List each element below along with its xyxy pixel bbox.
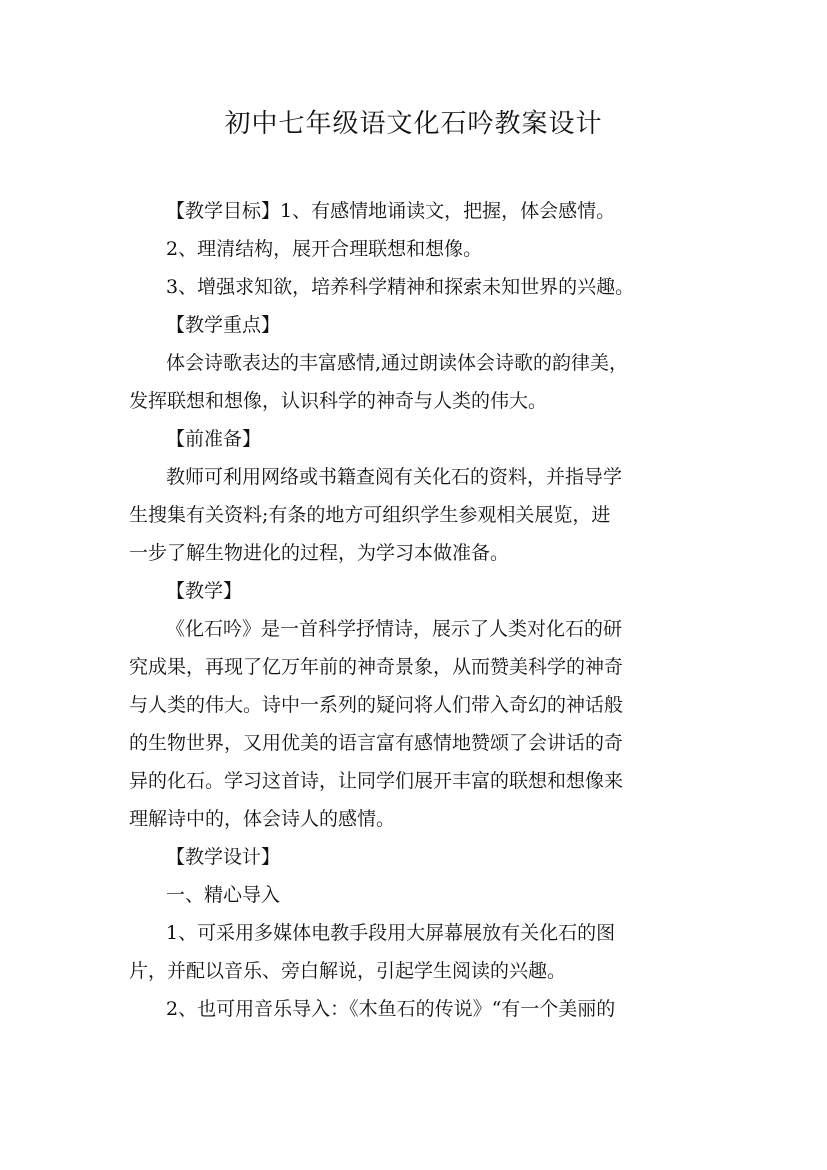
section-1-item-1-line-2: 片，并配以音乐、旁白解说，引起学生阅读的兴趣。 bbox=[129, 960, 567, 982]
section-1-item-1-line-1: 1、可采用多媒体电教手段用大屏幕展放有关化石的图 bbox=[166, 922, 616, 944]
teaching-focus-heading: 【教学重点】 bbox=[166, 314, 281, 336]
document-title: 初中七年级语文化石吟教案设计 bbox=[224, 109, 603, 139]
section-1-heading: 一、精心导入 bbox=[166, 884, 281, 906]
focus-paragraph-line-2: 发挥联想和想像，认识科学的神奇与人类的伟大。 bbox=[129, 390, 548, 412]
teaching-paragraph-line-2: 究成果，再现了亿万年前的神奇景象，从而赞美科学的神奇 bbox=[129, 656, 624, 678]
section-1-item-2-line-1: 2、也可用音乐导入：《木鱼石的传说》“有一个美丽的 bbox=[166, 998, 616, 1020]
teaching-goals-line: 【教学目标】1、有感情地诵读文，把握，体会感情。 bbox=[166, 200, 616, 222]
teaching-paragraph-line-1: 《化石吟》是一首科学抒情诗，展示了人类对化石的研 bbox=[166, 618, 623, 640]
goal-2-line: 2、理清结构，展开合理联想和想像。 bbox=[166, 238, 483, 260]
teaching-heading: 【教学】 bbox=[166, 580, 243, 602]
preparation-paragraph-line-1: 教师可利用网络或书籍查阅有关化石的资料，并指导学 bbox=[166, 466, 623, 488]
teaching-paragraph-line-6: 理解诗中的，体会诗人的感情。 bbox=[129, 808, 396, 830]
preparation-paragraph-line-3: 一步了解生物进化的过程，为学习本做准备。 bbox=[129, 542, 510, 564]
focus-paragraph-line-1: 体会诗歌表达的丰富感情,通过朗读体会诗歌的韵律美， bbox=[166, 352, 629, 374]
preparation-paragraph-line-2: 生搜集有关资料;有条的地方可组织学生参观相关展览，进 bbox=[129, 504, 611, 526]
preparation-heading: 【前准备】 bbox=[166, 428, 262, 450]
goal-3-line: 3、增强求知欲，培养科学精神和探索未知世界的兴趣。 bbox=[166, 276, 635, 298]
teaching-paragraph-line-5: 异的化石。学习这首诗，让同学们展开丰富的联想和想像来 bbox=[129, 770, 624, 792]
teaching-paragraph-line-3: 与人类的伟大。诗中一系列的疑问将人们带入奇幻的神话般 bbox=[129, 694, 624, 716]
teaching-paragraph-line-4: 的生物世界，又用优美的语言富有感情地赞颂了会讲话的奇 bbox=[129, 732, 624, 754]
teaching-design-heading: 【教学设计】 bbox=[166, 846, 281, 868]
